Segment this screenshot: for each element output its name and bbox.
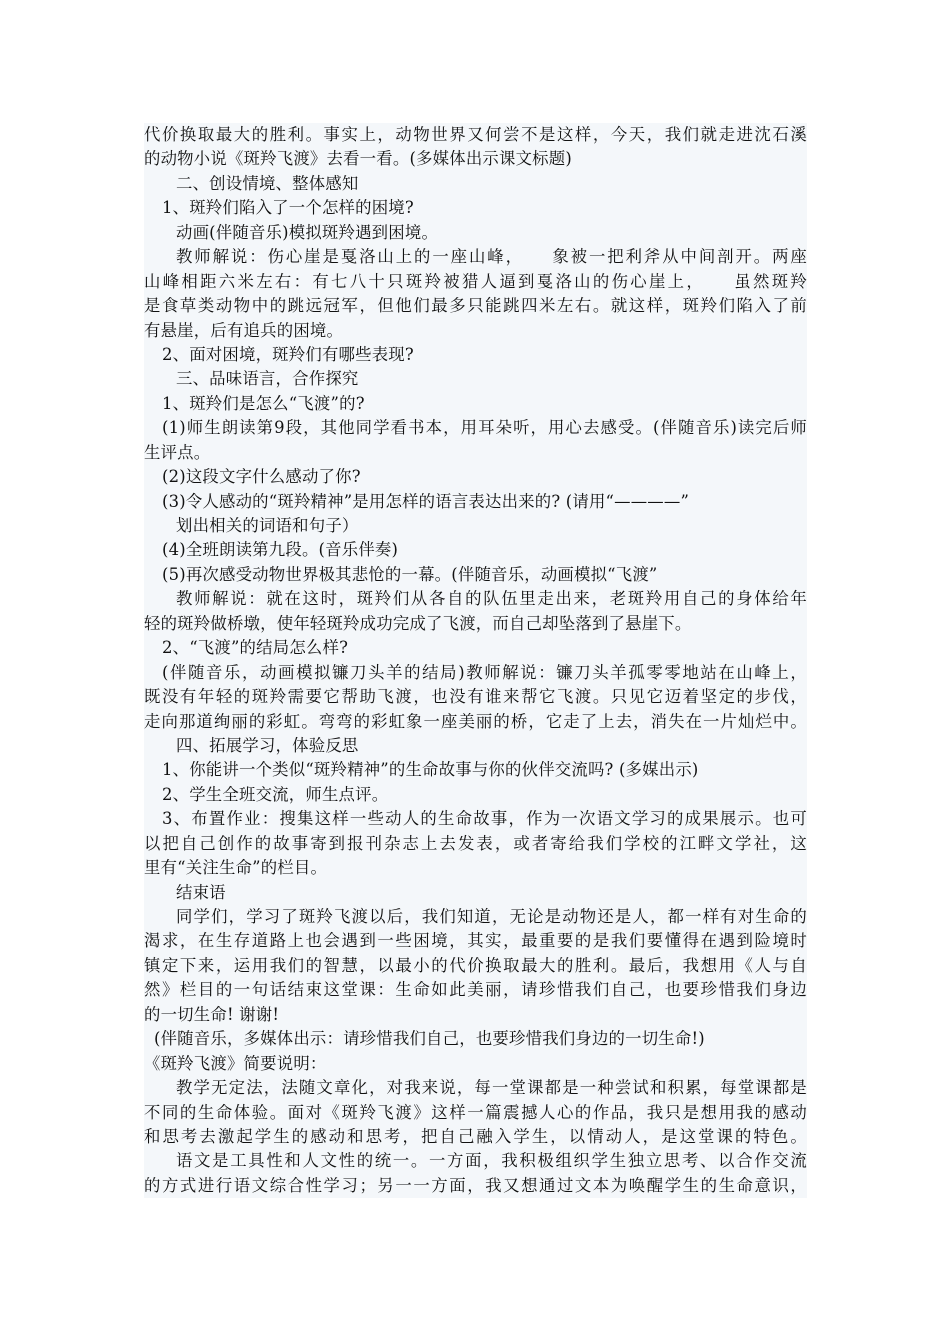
- text-line: 然》栏目的一句话结束这堂课：生命如此美丽，请珍惜我们自己，也要珍惜我们身边: [144, 980, 807, 1000]
- text-line: 代价换取最大的胜利。事实上，动物世界又何尝不是这样，今天，我们就走进沈石溪: [144, 125, 807, 144]
- text-line: (伴随音乐，动画模拟镰刀头羊的结局)教师解说：镰刀头羊孤零零地站在山峰上，: [162, 662, 807, 682]
- text-line: 教学无定法，法随文章化，对我来说，每一堂课都是一种尝试和积累，每堂课都是: [176, 1078, 807, 1098]
- text-line: 三、品味语言，合作探究: [176, 369, 359, 389]
- text-line: (4)全班朗读第九段。(音乐伴奏): [162, 540, 399, 560]
- text-line: 的一切生命! 谢谢!: [144, 1004, 280, 1024]
- text-line: 的方式进行语文综合性学习；另一一方面，我又想通过文本为唤醒学生的生命意识，: [144, 1175, 807, 1195]
- text-line: 《斑羚飞渡》简要说明：: [144, 1053, 327, 1073]
- text-line: 渴求，在生存道路上也会遇到一些困境，其实，最重要的是我们要懂得在遇到险境时: [144, 931, 807, 951]
- text-line: 和思考去激起学生的感动和思考，把自己融入学生，以情动人，是这堂课的特色。: [144, 1126, 807, 1146]
- text-line: 的动物小说《斑羚飞渡》去看一看。(多媒体出示课文标题): [144, 149, 572, 169]
- text-line: 教师解说：就在这时，斑羚们从各自的队伍里走出来，老斑羚用自己的身体给年: [176, 589, 807, 609]
- text-line: 山峰相距六米左右：有七八十只斑羚被猎人逼到戛洛山的伤心崖上， 虽然斑羚: [144, 271, 807, 291]
- text-line: 走向那道绚丽的彩虹。弯弯的彩虹象一座美丽的桥，它走了上去，消失在一片灿烂中。: [144, 711, 807, 731]
- text-line: 是食草类动物中的跳远冠军，但他们最多只能跳四米左右。就这样，斑羚们陷入了前: [144, 296, 807, 316]
- text-line: 2、学生全班交流，师生点评。: [162, 784, 389, 804]
- text-line: 生评点。: [144, 442, 211, 462]
- text-line: 镇定下来，运用我们的智慧，以最小的代价换取最大的胜利。最后，我想用《人与自: [144, 955, 807, 975]
- text-line: (3)令人感动的“斑羚精神”是用怎样的语言表达出来的? (请用“————”: [162, 491, 690, 511]
- text-line: 同学们，学习了斑羚飞渡以后，我们知道，无论是动物还是人，都一样有对生命的: [176, 907, 807, 926]
- text-line: 教师解说：伤心崖是戛洛山上的一座山峰， 象被一把利斧从中间剖开。两座: [176, 247, 807, 267]
- text-line: 2、“飞渡”的结局怎么样?: [162, 638, 349, 658]
- text-line: (1)师生朗读第9段，其他同学看书本，用耳朵听，用心去感受。(伴随音乐)读完后师: [162, 418, 807, 438]
- text-line: 1、你能讲一个类似“斑羚精神”的生命故事与你的伙伴交流吗? (多媒出示): [162, 760, 699, 780]
- text-line: 1、斑羚们陷入了一个怎样的困境?: [162, 198, 414, 218]
- text-line: 里有“关注生命”的栏目。: [144, 858, 328, 878]
- text-line: (2)这段文字什么感动了你?: [162, 467, 361, 487]
- text-line: 二、创设情境、整体感知: [176, 173, 359, 193]
- text-line: 2、面对困境，斑羚们有哪些表现?: [162, 344, 414, 364]
- document-body: [144, 123, 807, 1198]
- text-line: (伴随音乐，多媒体出示：请珍惜我们自己，也要珍惜我们身边的一切生命!): [154, 1029, 705, 1049]
- text-line: 不同的生命体验。面对《斑羚飞渡》这样一篇震撼人心的作品，我只是想用我的感动: [144, 1102, 807, 1122]
- text-line: 既没有年轻的斑羚需要它帮助飞渡，也没有谁来帮它飞渡。只见它迈着坚定的步伐，: [144, 687, 807, 707]
- text-line: 划出相关的词语和句子）: [176, 516, 359, 535]
- text-line: 以把自己创作的故事寄到报刊杂志上去发表，或者寄给我们学校的江畔文学社，这: [144, 833, 807, 853]
- text-line: 四、拓展学习，体验反思: [176, 735, 359, 755]
- text-line: 3、布置作业：搜集这样一些动人的生命故事，作为一次语文学习的成果展示。也可: [162, 809, 807, 829]
- text-line: 有悬崖，后有追兵的困境。: [144, 320, 344, 340]
- text-line: 轻的斑羚做桥墩，使年轻斑羚成功完成了飞渡，而自己却坠落到了悬崖下。: [144, 613, 692, 633]
- text-line: 语文是工具性和人文性的统一。一方面，我积极组织学生独立思考、以合作交流: [176, 1151, 807, 1171]
- text-line: 结束语: [176, 882, 226, 902]
- text-line: 1、斑羚们是怎么“飞渡”的?: [162, 393, 365, 413]
- text-line: (5)再次感受动物世界极其悲怆的一幕。(伴随音乐，动画模拟“飞渡”: [162, 564, 658, 584]
- text-line: 动画(伴随音乐)模拟斑羚遇到困境。: [176, 222, 439, 242]
